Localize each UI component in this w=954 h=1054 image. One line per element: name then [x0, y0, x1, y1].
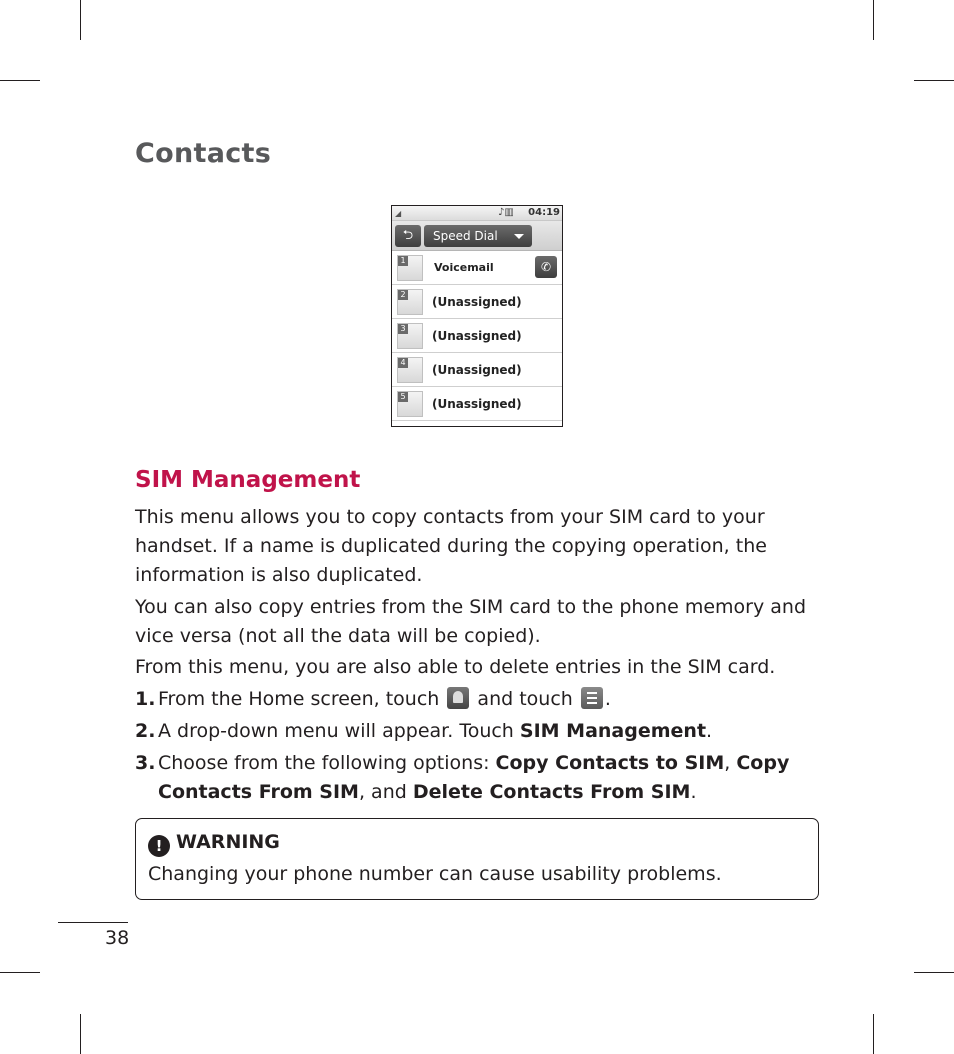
step-text: and touch [477, 688, 573, 710]
status-bar [392, 206, 562, 221]
exclamation-icon: ! [148, 835, 170, 857]
step-punct: , [724, 752, 731, 774]
step-punct: . [706, 720, 713, 742]
step-text: A drop-down menu will appear. Touch [158, 720, 514, 742]
paragraph: From this menu, you are also able to delete entries in the SIM card. [135, 656, 776, 678]
row-number: 1 [398, 256, 408, 266]
page-number-rule [58, 922, 128, 923]
row-name: (Unassigned) [432, 295, 522, 309]
crop-mark [914, 972, 954, 973]
step-number: 3. [135, 752, 156, 774]
status-time: 04:19 [528, 207, 560, 218]
step-punct: . [690, 781, 697, 803]
crop-mark [0, 80, 40, 81]
speed-dial-row[interactable] [392, 251, 562, 285]
speed-dial-row[interactable] [392, 319, 562, 353]
row-number: 2 [398, 290, 408, 300]
speed-dial-dropdown[interactable] [424, 225, 532, 247]
paragraph: You can also copy entries from the SIM card to the phone memory and vice versa (not all the data will be copied). [135, 596, 807, 647]
crop-mark [914, 80, 954, 81]
menu-icon [581, 687, 603, 709]
crop-mark [873, 0, 874, 40]
row-name: (Unassigned) [432, 329, 522, 343]
step-punct: . [604, 688, 611, 710]
row-name: Voicemail [434, 261, 494, 274]
section-title: SIM Management [135, 467, 361, 493]
row-name: (Unassigned) [432, 363, 522, 377]
call-button[interactable] [535, 256, 557, 278]
warning-text: Changing your phone number can cause usability problems. [148, 863, 722, 885]
status-icons: ♪▥ [498, 207, 514, 218]
dropdown-label: Speed Dial [433, 229, 498, 243]
phone-screenshot [391, 205, 563, 427]
warning-heading [148, 831, 280, 857]
step-number: 1. [135, 688, 156, 710]
phone-icon: ✆ [540, 260, 552, 274]
speed-dial-row[interactable] [392, 285, 562, 319]
crop-mark [80, 1014, 81, 1054]
row-name: (Unassigned) [432, 397, 522, 411]
warning-box [135, 818, 819, 900]
crop-mark [873, 1014, 874, 1054]
step-2 [135, 717, 815, 746]
step-text: From the Home screen, touch [158, 688, 440, 710]
page-title: Contacts [135, 138, 272, 169]
speed-dial-row[interactable] [392, 353, 562, 387]
row-number: 3 [398, 324, 408, 334]
chevron-down-icon [514, 234, 524, 239]
crop-mark [0, 972, 40, 973]
signal-icon: ◢ [395, 209, 402, 218]
back-arrow-icon: ⮌ [402, 228, 414, 243]
toolbar [392, 221, 562, 251]
menu-option: Copy Contacts From SIM [158, 752, 790, 803]
contacts-icon [447, 687, 469, 709]
menu-option: SIM Management [519, 720, 707, 742]
step-punct: , and [358, 781, 407, 803]
paragraph: This menu allows you to copy contacts from your SIM card to your handset. If a name is duplicated during the copying operation, the information is also duplicated. [135, 506, 767, 586]
step-1 [135, 685, 815, 714]
row-number: 5 [398, 392, 408, 402]
menu-option: Copy Contacts to SIM [495, 752, 725, 774]
step-text: Choose from the following options: [158, 752, 490, 774]
warning-title: WARNING [176, 831, 280, 853]
crop-mark [80, 0, 81, 40]
row-number: 4 [398, 358, 408, 368]
back-button[interactable] [395, 225, 421, 247]
step-3 [135, 749, 815, 807]
speed-dial-row[interactable] [392, 387, 562, 421]
page-number: 38 [105, 927, 130, 949]
step-number: 2. [135, 720, 156, 742]
menu-option: Delete Contacts From SIM [412, 781, 691, 803]
